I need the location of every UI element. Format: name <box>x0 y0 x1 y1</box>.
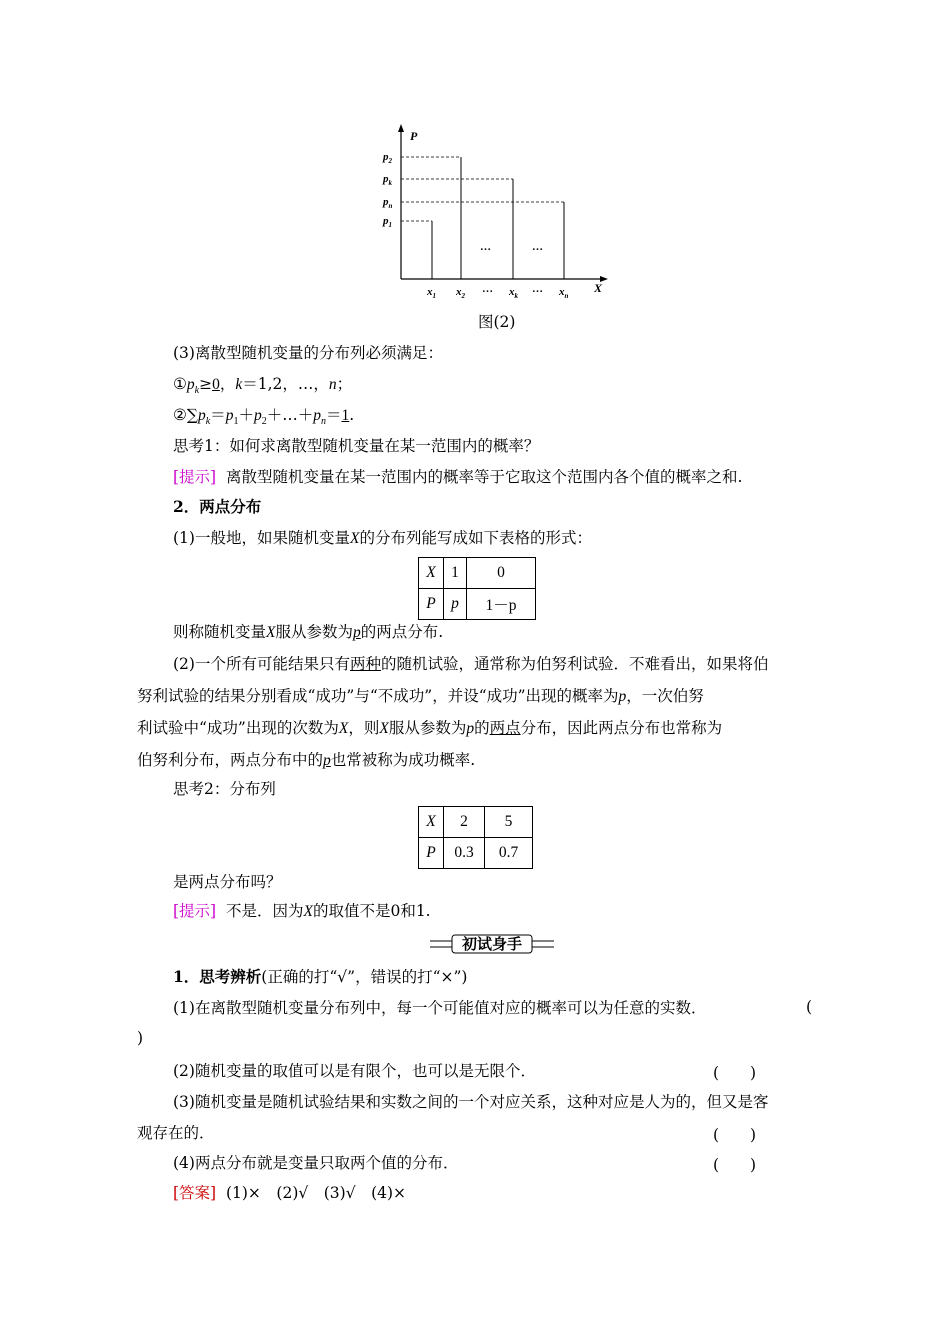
section-2-title: 2．两点分布 <box>173 497 262 516</box>
exercise-2: (2)随机变量的取值可以是有限个，也可以是无限个． <box>173 1062 536 1080</box>
exercise-3-line-1: (3)随机变量是随机试验结果和实数之间的一个对应关系，这种对应是人为的，但又是客 <box>173 1093 769 1111</box>
bernoulli-line-1: (2)一个所有可能结果只有两种的随机试验，通常称为伯努利试验．不难看出，如果将伯 <box>173 655 769 673</box>
section-badge: 初试身手 <box>430 934 554 954</box>
exercise-title: 1．思考辨析(正确的打“√”，错误的打“×”) <box>173 967 468 986</box>
svg-text:pk: $p_k$ <box>383 173 392 187</box>
exercise-2-paren: ( ) <box>713 1064 757 1082</box>
bernoulli-line-3: 利试验中“成功”出现的次数为X，则X服从参数为p的两点分布，因此两点分布也常称为 <box>137 719 723 737</box>
answer: [答案] (1)× (2)√ (3)√ (4)× <box>173 1184 407 1202</box>
svg-text:p1: $p_1$ <box>383 215 392 229</box>
answer-label: [答案] <box>173 1184 217 1202</box>
bernoulli-line-4: 伯努利分布，两点分布中的p也常被称为成功概率. <box>137 751 476 769</box>
distribution-table-2: X 2 5 P 0.3 0.7 <box>418 806 533 869</box>
exercise-1-paren-open: ( <box>806 998 813 1016</box>
condition-heading: (3)离散型随机变量的分布列必须满足： <box>173 344 443 362</box>
exercise-3-line-2: 观存在的． <box>137 1124 215 1142</box>
svg-text:pn: $p_n$ <box>383 196 393 210</box>
bernoulli-line-2: 努利试验的结果分别看成“成功”与“不成功”，并设“成功”出现的概率为p，一次伯努 <box>137 687 704 705</box>
exercise-1: (1)在离散型随机变量分布列中，每一个可能值对应的概率可以为任意的实数． <box>173 999 707 1017</box>
svg-text:…: … <box>482 283 493 295</box>
hint-label: [提示] <box>173 902 217 920</box>
exercise-4-paren: ( ) <box>713 1156 757 1174</box>
exercise-1-paren-close: ) <box>137 1029 144 1047</box>
hint-2: [提示] 不是．因为X的取值不是0和1. <box>173 902 431 920</box>
exercise-4: (4)两点分布就是变量只取两个值的分布． <box>173 1154 459 1172</box>
two-point-table: X 1 0 P p 1－p <box>418 557 536 620</box>
svg-text:x1: $x_1$ <box>427 286 436 300</box>
svg-text:…: … <box>480 241 491 253</box>
condition-1: $①p_k\ge 0$，k＝1,2，…，n； <box>173 375 353 397</box>
y-axis-label: P <box>410 129 418 143</box>
hint-1: [提示] 离散型随机变量在某一范围内的概率等于它取这个范围内各个值的概率之和. <box>173 468 743 486</box>
two-point-intro: (1)一般地，如果随机变量X的分布列能写成如下表格的形式： <box>173 529 592 547</box>
hint-label: [提示] <box>173 468 217 486</box>
think-1: 思考1：如何求离散型随机变量在某一范围内的概率？ <box>173 437 540 455</box>
svg-text:…: … <box>532 283 543 295</box>
svg-text:x2: $x_2$ <box>456 286 465 300</box>
distribution-figure <box>370 120 620 310</box>
think-2: 思考2：分布列 <box>173 780 276 798</box>
x-axis-label: X <box>594 281 603 295</box>
svg-text:…: … <box>532 241 543 253</box>
exercise-3-paren: ( ) <box>713 1126 757 1144</box>
two-point-definition: 则称随机变量X服从参数为p的两点分布. <box>173 623 444 641</box>
svg-text:p2: $p_2$ <box>383 151 392 165</box>
figure-caption: 图(2) <box>478 313 516 331</box>
question-2: 是两点分布吗？ <box>173 873 282 891</box>
svg-text:xn: $x_n$ <box>559 286 569 300</box>
condition-2: $②\sum p_k=p_1+p_2+\dots+p_n=1$. <box>173 406 355 428</box>
svg-text:xk: $x_k$ <box>509 286 518 300</box>
